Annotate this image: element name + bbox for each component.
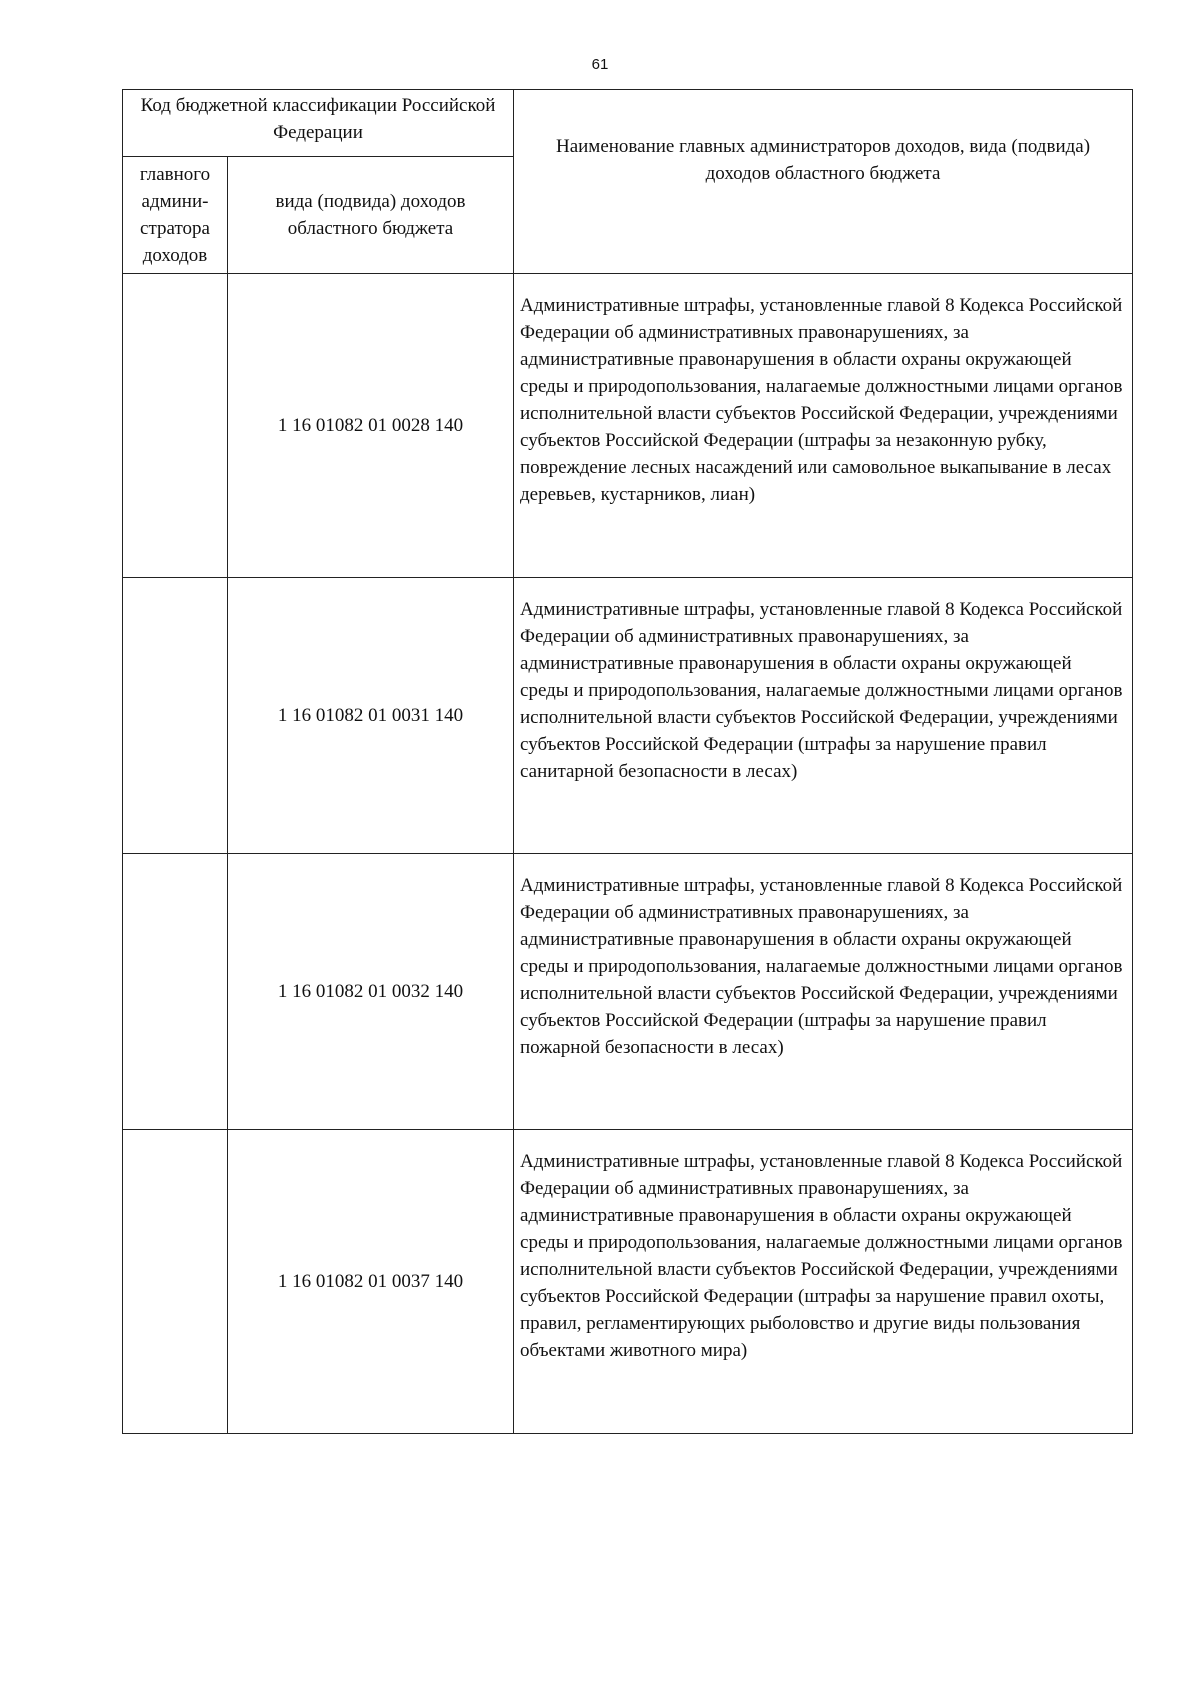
income-code-cell: 1 16 01082 01 0037 140 xyxy=(228,1130,514,1434)
admin-code-cell xyxy=(123,854,228,1130)
admin-code-cell xyxy=(123,578,228,854)
budget-classification-table xyxy=(122,89,1133,1434)
income-name-cell: Административные штрафы, установленные главой 8 Кодекса Российской Федерации об административных правонарушениях, за административные правонарушения в области охраны окружающей среды и природопользования, налагаемые должностными лицами органов исполнительной власти субъектов Российской Федерации, учреждениями субъектов Российской Федерации (штрафы за нарушение правил санитарной безопасности в лесах) xyxy=(514,578,1133,854)
header-name-column: Наименование главных администраторов доходов, вида (подвида) доходов областного бюджета xyxy=(514,90,1133,274)
admin-code-cell xyxy=(123,1130,228,1434)
admin-code-cell xyxy=(123,274,228,578)
header-admin-line: админи- xyxy=(141,191,209,212)
income-name-cell: Административные штрафы, установленные главой 8 Кодекса Российской Федерации об административных правонарушениях, за административные правонарушения в области охраны окружающей среды и природопользования, налагаемые должностными лицами органов исполнительной власти субъектов Российской Федерации, учреждениями субъектов Российской Федерации (штрафы за нарушение правил охоты, правил, регламентирующих рыболовство и другие виды пользования объектами животного мира) xyxy=(514,1130,1133,1434)
header-admin-line: главного xyxy=(139,164,211,185)
table-row xyxy=(123,274,1133,578)
table-row xyxy=(123,1130,1133,1434)
header-code-text: вида (подвида) доходов областного бюджета xyxy=(275,191,466,239)
header-admin-column xyxy=(123,157,228,274)
income-name-cell: Административные штрафы, установленные главой 8 Кодекса Российской Федерации об административных правонарушениях, за административные правонарушения в области охраны окружающей среды и природопользования, налагаемые должностными лицами органов исполнительной власти субъектов Российской Федерации, учреждениями субъектов Российской Федерации (штрафы за незаконную рубку, повреждение лесных насаждений или самовольное выкапывание в лесах деревьев, кустарников, лиан) xyxy=(514,274,1133,578)
header-admin-line: стратора xyxy=(140,218,210,239)
table-row xyxy=(123,854,1133,1130)
header-admin-line: доходов xyxy=(142,245,208,266)
income-code-cell: 1 16 01082 01 0032 140 xyxy=(228,854,514,1130)
table-row xyxy=(123,578,1133,854)
income-code-cell: 1 16 01082 01 0028 140 xyxy=(228,274,514,578)
header-row-top xyxy=(123,90,1133,157)
header-code-column xyxy=(228,157,514,274)
income-name-cell: Административные штрафы, установленные главой 8 Кодекса Российской Федерации об административных правонарушениях, за административные правонарушения в области охраны окружающей среды и природопользования, налагаемые должностными лицами органов исполнительной власти субъектов Российской Федерации, учреждениями субъектов Российской Федерации (штрафы за нарушение правил пожарной безопасности в лесах) xyxy=(514,854,1133,1130)
page-number: 61 xyxy=(591,56,609,73)
income-code-cell: 1 16 01082 01 0031 140 xyxy=(228,578,514,854)
header-group-title: Код бюджетной классификации Российской Федерации xyxy=(123,90,514,157)
